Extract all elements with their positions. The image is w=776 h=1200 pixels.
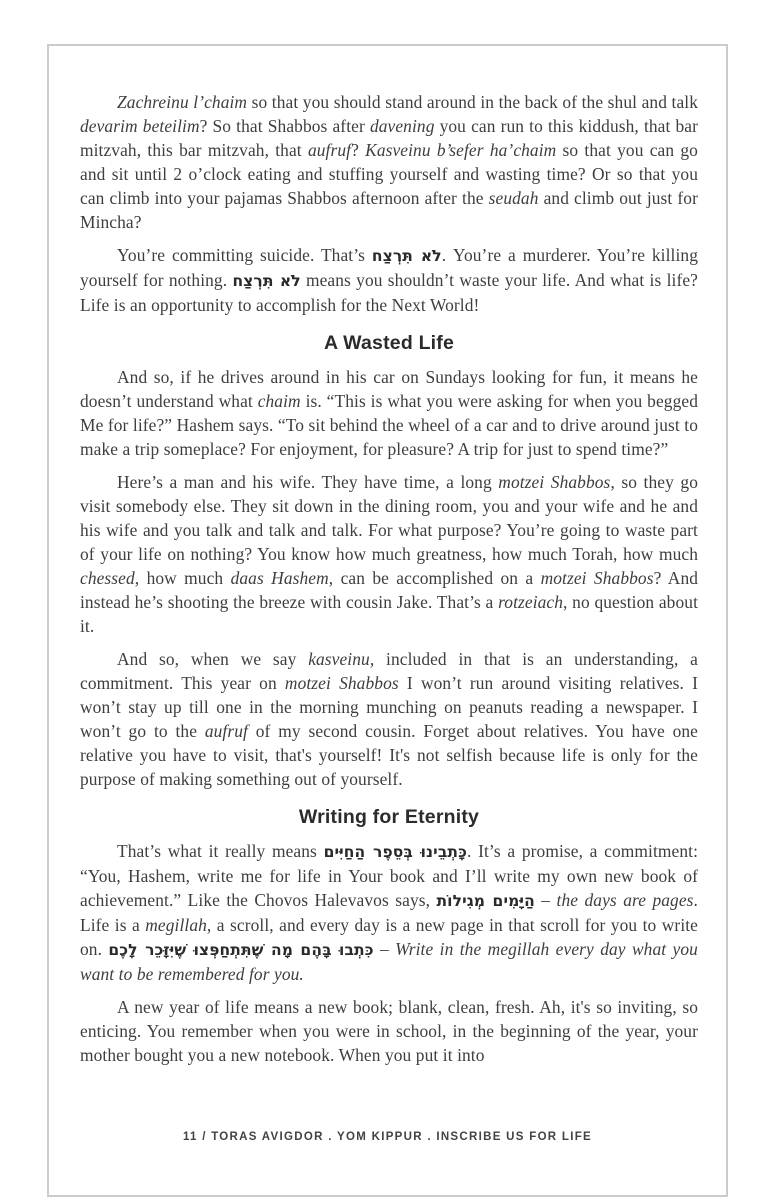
page-footer-text: 11 / TORAS AVIGDOR . YOM KIPPUR . INSCRIBE US FOR LIFE [182, 1131, 593, 1143]
italic-text-run: kasveinu [308, 649, 370, 669]
text-run: , how much [134, 568, 231, 588]
document-page [47, 44, 728, 1197]
section-heading: Writing for Eternity [298, 806, 480, 828]
italic-text-run: Kasveinu b’sefer ha’chaim [365, 140, 557, 160]
paragraph [80, 470, 698, 638]
text-run: , a scroll, and every day is a new page in that scroll for you to write on. [80, 915, 698, 959]
italic-text-run: davening [369, 116, 435, 136]
text-run: – [373, 939, 396, 959]
text-run: , can be accomplished on a [328, 568, 541, 588]
italic-text-run: devarim beteilim [80, 116, 200, 136]
text-run: And so, when we say [117, 649, 309, 669]
text-run: ? [351, 140, 366, 160]
text-run: means you shouldn’t waste your life. And what is life? Life is an opportunity to accomplish for the Next World! [80, 270, 698, 315]
text-run: A new year of life means a new book; blank, clean, fresh. Ah, it's so inviting, so enticing. You remember when you were in school, in the beginning of the year, your mother bought you a new notebook. When you put it into [80, 997, 698, 1065]
page-footer [49, 1131, 726, 1143]
hebrew-text-run: הַיָּמִים מְגִילוֹת [436, 892, 535, 910]
text-run: . You’re a murderer. You’re killing yourself for nothing. [80, 245, 698, 290]
italic-text-run: motzei Shabbos [540, 568, 654, 588]
text-run: and climb out just for Mincha? [80, 188, 698, 232]
italic-text-run: daas Hashem [230, 568, 329, 588]
italic-text-run: aufruf [307, 140, 352, 160]
hebrew-text-run: לֹא תִּרְצַח [232, 272, 301, 290]
text-run: , included in that is an understanding, a commitment. This year on [80, 649, 698, 693]
hebrew-text-run: כִּתְבוּ בָּהֶם מָה שֶׁתִּתְחַפְּצוּ שֶׁיִּזָּכֵר לָכֶם [108, 941, 374, 959]
text-run: , so they go visit somebody else. They sit down in the dining room, you and your wife and he and his wife and you talk and talk and talk. For what purpose? You’re going to waste part of your life on nothing? You know how much greatness, how much Torah, how much [80, 472, 698, 564]
paragraph [80, 995, 698, 1067]
italic-text-run: chessed [80, 568, 135, 588]
hebrew-text-run: כָּתְבֵינוּ בְּסֵפֶר הַחַיִּים [323, 843, 467, 861]
text-run: ? So that Shabbos after [199, 116, 370, 136]
text-run: And so, if he drives around in his car on Sundays looking for fun, it means he doesn’t understand what [80, 367, 698, 411]
text-run: you can run to this kiddush, that bar mitzvah, this bar mitzvah, that [80, 116, 699, 160]
text-run: . Life is a [80, 890, 698, 935]
text-run: so that you can go and sit until 2 o’clock eating and stuffing yourself and wasting time? Or so that you can climb into your pajamas Shabbos afternoon after the [80, 140, 698, 208]
text-run: , no question about it. [80, 592, 698, 636]
paragraph [80, 839, 698, 986]
italic-text-run: megillah [145, 915, 207, 935]
paragraph [80, 243, 698, 317]
text-run: I won’t run around visiting relatives. I won’t stay up till one in the morning munching on peanuts reading a newspaper. I won’t go to the [80, 673, 699, 741]
text-run: of my second cousin. Forget about relatives. You have one relative you have to visit, that's yourself! It's not selfish because life is only for the purpose of making something out of yourself. [80, 721, 698, 789]
text-run: – [534, 890, 557, 910]
italic-text-run: aufruf [204, 721, 248, 741]
italic-text-run: Zachreinu l’chaim [117, 92, 248, 112]
text-run: is. “This is what you were asking for when you begged Me for life?” Hashem says. “To sit behind the wheel of a car and to drive around just to make a trip someplace? For enjoyment, for pleasure? A trip for just to spend time?” [80, 391, 698, 459]
text-run: so that you should stand around in the back of the shul and talk [247, 92, 698, 112]
section-heading: A Wasted Life [323, 332, 455, 354]
italic-text-run: rotzeiach [498, 592, 564, 612]
paragraph [80, 90, 698, 234]
italic-text-run: seudah [488, 188, 539, 208]
paragraph [80, 365, 698, 461]
italic-text-run: chaim [257, 391, 301, 411]
italic-text-run: motzei Shabbos [498, 472, 611, 492]
paragraph [80, 647, 698, 791]
text-run: ? And instead he’s shooting the breeze with cousin Jake. That’s a [80, 568, 699, 612]
italic-text-run: Write in the megillah every day what you want to be remembered for you. [80, 939, 698, 984]
italic-text-run: motzei Shabbos [284, 673, 399, 693]
article-body [80, 90, 698, 1067]
italic-text-run: the days are pages [556, 890, 694, 910]
hebrew-text-run: לֹא תִּרְצַח [371, 247, 442, 265]
text-run: That’s what it really means [117, 841, 324, 861]
text-run: Here’s a man and his wife. They have time, a long [117, 472, 499, 492]
text-run: You’re committing suicide. That’s [117, 245, 372, 265]
text-run: . It’s a promise, a commitment: “You, Hashem, write me for life in Your book and I’ll write my own new book of achievement.” Like the Chovos Halevavos says, [80, 841, 698, 910]
